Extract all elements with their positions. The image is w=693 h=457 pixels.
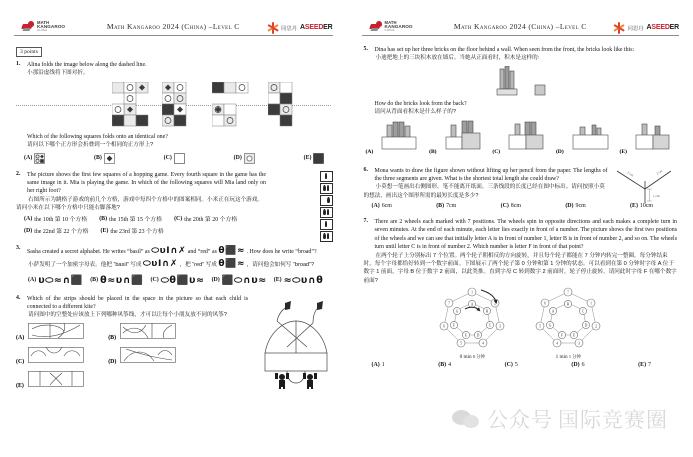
choice-d[interactable] xyxy=(556,119,614,158)
choice-d-label: (D) xyxy=(108,358,117,365)
front-view-bricks xyxy=(494,66,520,96)
svg-text:7: 7 xyxy=(567,290,570,295)
choice-b-label: (B) xyxy=(436,203,445,210)
problem-3-en xyxy=(27,245,317,258)
choice-c-strip xyxy=(28,347,84,363)
problem-5-cn: 小迪把地上的三块积木放在墙后。当她从正面看时，积木是这样的: xyxy=(375,55,540,62)
choice-e-label: (E) xyxy=(100,227,109,234)
choice-b[interactable] xyxy=(436,203,456,209)
choice-b-text: 4 xyxy=(448,362,452,369)
choice-d-label: (D) xyxy=(571,362,580,369)
problem-5-question-en: How do the bricks look from the back? xyxy=(374,100,467,107)
choice-c-label: (C) xyxy=(174,215,183,222)
svg-text:2: 2 xyxy=(595,324,598,329)
problem-3-number: 3. xyxy=(16,245,21,252)
svg-text:7: 7 xyxy=(448,301,451,306)
problem-7 xyxy=(364,218,678,368)
math-kangaroo-logo xyxy=(370,21,413,32)
svg-text:4: 4 xyxy=(556,341,559,346)
choice-d-label: (D) xyxy=(211,277,220,284)
points-badge: 3 points xyxy=(16,47,42,57)
choice-d-text: the 22nd 第 22 个方格 xyxy=(34,229,89,236)
hop-cell xyxy=(320,183,333,194)
problem-2-number: 2. xyxy=(16,170,21,177)
svg-text:A: A xyxy=(470,302,474,307)
choice-a[interactable] xyxy=(24,214,87,223)
choice-d[interactable] xyxy=(234,153,255,164)
choice-c-label: (C) xyxy=(492,148,501,155)
svg-text:1 cm: 1 cm xyxy=(653,193,660,198)
svg-text:C: C xyxy=(489,323,492,328)
choice-c-text: 8cm xyxy=(510,203,521,210)
svg-text:E: E xyxy=(573,333,576,338)
problem-5-front-view xyxy=(364,66,678,96)
problem-1-choices xyxy=(16,153,331,164)
problem-4 xyxy=(16,295,331,392)
choice-c-label: (C) xyxy=(500,203,509,210)
choice-c[interactable] xyxy=(505,362,518,368)
choice-b[interactable] xyxy=(99,214,162,223)
choice-d[interactable] xyxy=(212,275,267,286)
brand-er: ER xyxy=(323,24,333,31)
problem-6 xyxy=(364,167,678,210)
glyph-basil-cn: ⬭υI∩✗ xyxy=(143,259,178,270)
problem-5-number: 5. xyxy=(363,46,368,52)
problem-5-choices xyxy=(364,117,678,158)
glyph-basil: ⬭υI∩✗ xyxy=(151,246,187,257)
choice-c-label: (C) xyxy=(150,277,159,284)
choice-d-figure xyxy=(244,153,255,164)
problem-1-question-cn: 请问以下哪个正方形会折叠到一个相同的正方形上? xyxy=(27,142,154,149)
logo-line-2: KANGAROO xyxy=(37,23,66,29)
wheel-left-caption xyxy=(435,354,509,360)
choice-e-strip xyxy=(28,371,84,387)
problem-5-question-cn: 请问从背面看积木是什么样子的? xyxy=(374,109,456,116)
choice-e[interactable] xyxy=(638,362,651,368)
problem-2-cn: 右图所示为跳格子游戏的前几个方格，游戏中每四个方格中的图案相同。小米正在玩这个游戏。请问小米在以下哪个方格中只能右脚落地? xyxy=(16,196,263,212)
choice-b-figure xyxy=(104,153,115,164)
choice-a-label: (A) xyxy=(24,155,33,162)
problem-1-cn: 小那沿虚线将下图对折。 xyxy=(27,70,89,77)
problem-3-en-part-c: . How does he write “broad”? xyxy=(246,249,317,256)
svg-text:F: F xyxy=(453,323,456,328)
choice-a-text: 1 xyxy=(381,362,385,369)
choice-a-glyph: υ⬭≈∩⬛ xyxy=(38,274,84,286)
choice-b-label: (B) xyxy=(108,334,117,341)
figure-group-3 xyxy=(212,82,258,135)
wheel-right-group xyxy=(531,287,605,360)
glyph-red-cn: θ⬛≈ xyxy=(218,259,246,270)
problem-7-choices xyxy=(364,362,678,368)
choice-b-label: (B) xyxy=(99,215,108,222)
choice-d-label: (D) xyxy=(24,227,33,234)
hop-cell xyxy=(320,219,333,230)
choice-a[interactable] xyxy=(372,203,392,209)
problem-6-cn: 小莫想一笔画出右侧图形，笔不能离开纸面。三条线段的长度已经在图中标出。请问按照小莫的想法，画出这个图形所需的最短长度是多少? xyxy=(363,184,605,199)
figure-group-4 xyxy=(268,82,310,135)
problem-1-en: Alina folds the image below along the dashed line. xyxy=(27,62,147,68)
choice-e-text: 7 xyxy=(648,362,651,369)
partner-brand xyxy=(300,24,332,31)
choice-b-strip xyxy=(120,323,176,339)
choice-a[interactable] xyxy=(24,153,45,164)
wheel-left-caption-cn: 0 分钟 xyxy=(472,354,485,360)
problem-7-cn: 在两个轮子上分别标出 7 个位置。两个轮子朝相反的方向旋转，并且每个轮子都能在 7 分钟内转完一整圈。每分钟结束时，每个字母都恰好转到一个数字前面。下图展示了两个轮子第 0 分钟和第 1 分钟的状态。可以看到在第 0 分钟时字母 A 位于数字 1 前面，字母 B 位于数字 2 前面，以此类推。直到字母 C 转到数字 2 前面时，轮子停止旋转，请问此时字母 F 在哪个数字前面? xyxy=(363,252,677,284)
choice-a-figure xyxy=(377,119,423,153)
problem-3-en-part-b: and “red” as xyxy=(187,249,217,256)
problem-4-cn: 请问图中的空整处应该放上下列哪种风筝线，才可以让每个小朋友放不同的风筝? xyxy=(28,312,227,319)
choice-a-label: (A) xyxy=(365,148,374,155)
figure-group-1 xyxy=(112,82,154,135)
svg-text:1: 1 xyxy=(471,290,474,295)
choice-a-label: (A) xyxy=(24,215,33,222)
svg-text:4: 4 xyxy=(482,341,485,346)
right-content xyxy=(348,36,693,368)
choice-b[interactable] xyxy=(90,275,143,286)
svg-text:6: 6 xyxy=(443,324,446,329)
problem-2-en: The picture shows the first few squares of a hopping game. Every fourth square in the game has the same image in it. Mia is playing the game. In which of the following squares will Mia land only on her right foot? xyxy=(27,171,266,195)
problem-2-choices-row1 xyxy=(16,214,266,223)
hop-cell xyxy=(320,231,333,242)
wheel-left-figure xyxy=(435,287,509,349)
choice-a-label: (A) xyxy=(371,203,380,210)
problem-3-en-part-a: Sasha created a secret alphabet. He writes “basil” as xyxy=(27,249,150,256)
svg-text:F: F xyxy=(561,333,564,338)
choice-a-label: (A) xyxy=(16,334,25,341)
choice-e-label: (E) xyxy=(619,148,627,155)
problem-5 xyxy=(364,46,678,158)
choice-a-figure xyxy=(34,153,45,164)
problem-4-en: Which of the strips should be placed in the space in the picture so that each child is connected to a different kite? xyxy=(27,295,248,311)
choice-b-label: (B) xyxy=(429,148,437,155)
kangaroo-icon xyxy=(370,21,383,32)
wheel-right-caption-en: 1 min xyxy=(555,354,568,361)
choice-c-figure xyxy=(504,119,550,153)
problem-4-number: 4. xyxy=(16,294,21,301)
choice-c-label: (C) xyxy=(504,362,513,369)
svg-text:2: 2 xyxy=(494,301,497,306)
choice-a-label: (A) xyxy=(28,277,37,284)
star-icon xyxy=(267,22,278,33)
partner-brand xyxy=(647,24,679,31)
logo-line-3: CHINA xyxy=(37,28,48,33)
choice-b-figure xyxy=(441,119,487,153)
problem-3-cn-part-a: 小萨发明了一个加密字母表。他把 “basil” 写成 xyxy=(28,262,142,269)
partner-cn-name: 同思丹 xyxy=(281,25,298,32)
problem-3 xyxy=(16,245,331,285)
brand-a: A xyxy=(646,24,652,31)
problem-2 xyxy=(16,171,331,236)
problem-1-figure xyxy=(16,80,331,132)
choice-e[interactable] xyxy=(16,371,84,392)
choice-a[interactable] xyxy=(372,362,385,368)
brand-seed: SEED xyxy=(651,24,670,31)
problem-4-kite-figure xyxy=(257,297,335,394)
problem-2-choices-row2 xyxy=(16,226,266,235)
svg-text:5: 5 xyxy=(539,324,542,329)
svg-text:D: D xyxy=(584,323,588,328)
choice-c-label: (C) xyxy=(16,358,25,365)
choice-c[interactable] xyxy=(151,275,205,286)
choice-c[interactable] xyxy=(16,347,84,368)
wheel-right-figure xyxy=(531,287,605,349)
choice-e-label: (E) xyxy=(16,382,24,389)
problem-5-en: Dina has set up her three bricks on the floor behind a wall. When seen from the front, the bricks look like this: xyxy=(374,47,635,53)
choice-d-figure xyxy=(568,119,614,153)
svg-text:E: E xyxy=(465,333,468,338)
choice-d[interactable] xyxy=(565,203,585,209)
svg-text:3: 3 xyxy=(499,324,502,329)
choice-e-label: (E) xyxy=(630,203,638,210)
choice-a-text: 6cm xyxy=(381,203,392,210)
wheel-right-caption xyxy=(531,354,605,360)
choice-b-label: (B) xyxy=(90,277,99,284)
choice-e-glyph: ≈⬭υ∩θ xyxy=(283,274,324,286)
problem-6-figure xyxy=(611,167,677,212)
logo-line-2: KANGAROO xyxy=(384,23,413,29)
problem-6-number: 6. xyxy=(363,166,368,173)
choice-column-left xyxy=(16,323,84,392)
choice-c[interactable] xyxy=(501,203,521,209)
choice-c[interactable] xyxy=(164,153,185,164)
svg-text:5: 5 xyxy=(460,341,463,346)
choice-b-label: (B) xyxy=(438,362,447,369)
watermark-prefix: 公众号 xyxy=(487,408,553,432)
page-header-left xyxy=(0,0,347,34)
math-kangaroo-logo xyxy=(22,21,65,32)
svg-text:2 cm: 2 cm xyxy=(655,168,664,176)
figure-group-2 xyxy=(162,82,204,135)
hop-cell xyxy=(320,207,333,218)
choice-d-label: (D) xyxy=(233,155,242,162)
problem-3-cn-part-c: ，请问他会如何写 “broad”? xyxy=(246,262,315,269)
problem-3-choices xyxy=(16,275,331,286)
choice-e-figure xyxy=(313,153,324,164)
svg-text:D: D xyxy=(476,333,480,338)
front-view-small xyxy=(534,84,546,96)
choice-c-text: 5 xyxy=(514,362,518,369)
logo-line-1: MATH xyxy=(384,19,397,25)
choice-e-text: the 23rd 第 23 个方格 xyxy=(110,229,164,236)
choice-e-figure xyxy=(631,119,675,153)
watermark-name: 国际竞赛圈 xyxy=(558,408,668,432)
aseeder-logo xyxy=(614,22,679,33)
choice-c[interactable] xyxy=(492,119,550,158)
choice-e-label: (E) xyxy=(273,277,282,284)
svg-text:G: G xyxy=(455,309,459,314)
problem-7-wheels xyxy=(364,287,678,360)
svg-text:6: 6 xyxy=(544,301,547,306)
choice-e[interactable] xyxy=(620,119,675,158)
choice-a[interactable] xyxy=(28,275,83,286)
logo-line-3: CHINA xyxy=(384,28,395,33)
svg-text:B: B xyxy=(567,302,570,307)
choice-d-label: (D) xyxy=(565,203,574,210)
wheel-left-group xyxy=(435,287,509,360)
choice-c-glyph: ⬭θ⬛υ≈ xyxy=(160,274,205,286)
svg-text:A: A xyxy=(551,309,555,314)
choice-a-strip xyxy=(28,323,84,339)
choice-d-glyph: ⬛⬭∩υ≈ xyxy=(221,274,267,286)
choice-d-text: 6 xyxy=(581,362,585,369)
choice-b[interactable] xyxy=(108,323,176,344)
choice-a-text: the 10th 第 10 个方格 xyxy=(34,217,88,224)
svg-text:3: 3 xyxy=(578,341,581,346)
choice-d[interactable] xyxy=(571,362,584,368)
choice-b[interactable] xyxy=(429,119,486,158)
wheel-right-caption-cn: 1 分钟 xyxy=(568,354,581,360)
brand-seed: SEED xyxy=(304,24,324,31)
problem-3-cn xyxy=(16,258,331,272)
choice-e-label: (E) xyxy=(303,155,312,162)
hop-cell xyxy=(320,171,333,182)
page-header-right xyxy=(348,0,693,34)
choice-e[interactable] xyxy=(274,275,324,286)
brand-a: A xyxy=(300,24,305,31)
kangaroo-icon xyxy=(22,21,35,32)
choice-b[interactable] xyxy=(94,153,115,164)
problem-3-cn-part-b: ，把 “red” 写成 xyxy=(179,262,217,269)
svg-text:2 cm: 2 cm xyxy=(626,169,635,177)
choice-b-label: (B) xyxy=(93,155,102,162)
choice-d-text: 9cm xyxy=(575,203,586,210)
choice-e[interactable] xyxy=(101,226,164,235)
problem-6-en: Mona wants to draw the figure shown without lifting up her pencil from the paper. The lengths of the three segments are given. What is the shortest total length she could draw? xyxy=(374,167,608,182)
choice-b-text: 7cm xyxy=(446,203,457,210)
choice-d[interactable] xyxy=(24,226,89,235)
logo-line-1: MATH xyxy=(37,19,50,25)
problem-1-question-en: Which of the following squares folds onto an identical one? xyxy=(27,133,168,140)
choice-c[interactable] xyxy=(174,214,237,223)
hop-cell xyxy=(320,195,333,206)
glyph-red: θ⬛≈ xyxy=(218,246,246,257)
choice-c-label: (C) xyxy=(163,155,172,162)
choice-e[interactable] xyxy=(304,153,325,164)
choice-b[interactable] xyxy=(438,362,451,368)
choice-c-figure xyxy=(174,153,185,164)
choice-column-right xyxy=(108,323,176,392)
choice-a[interactable] xyxy=(366,119,424,158)
choice-e-text: 10cm xyxy=(639,203,653,210)
star-icon xyxy=(614,22,625,33)
wheel-left-caption-en: 0 min xyxy=(459,354,472,361)
problem-7-number: 7. xyxy=(363,218,368,225)
choice-e-label: (E) xyxy=(638,362,647,369)
choice-d-strip xyxy=(120,347,176,363)
problem-1-number: 1. xyxy=(16,61,21,67)
choice-d-label: (D) xyxy=(555,148,564,155)
choice-b-text: the 15th 第 15 个方格 xyxy=(109,217,163,224)
problem-7-en: There are 2 wheels each marked with 7 positions. The wheels spin in opposite directions and each makes a complete turn in seven minutes. At the end of each minute, each letter lies exactly in front of a number. The picture shows the first two positions of the wheels and we can see that initially letter A is in front of number 1, letter B is in front of number 2, and so on. The wheels turn until letter C is in front of number 2. Which number is letter F in front of that point? xyxy=(374,219,677,251)
svg-text:1: 1 xyxy=(590,301,593,306)
brand-er: ER xyxy=(669,24,679,31)
choice-d[interactable] xyxy=(108,347,176,368)
choice-a[interactable] xyxy=(16,323,84,344)
svg-text:C: C xyxy=(582,309,585,314)
aseeder-logo xyxy=(267,22,332,33)
header-title: Math Kangaroo 2024 (China) –Level C xyxy=(106,22,240,31)
choice-a-label: (A) xyxy=(371,362,380,369)
partner-cn-name: 同思丹 xyxy=(627,25,644,32)
svg-text:B: B xyxy=(486,309,489,314)
choice-c-text: the 20th 第 20 个方格 xyxy=(184,217,238,224)
header-title: Math Kangaroo 2024 (China) –Level C xyxy=(453,22,587,31)
left-content xyxy=(0,36,347,392)
problem-1 xyxy=(16,61,331,164)
svg-text:G: G xyxy=(548,323,552,328)
right-page xyxy=(347,0,693,457)
choice-b-glyph: θ≈υ∩⬛ xyxy=(100,274,144,286)
problem-2-hopscotch-figure xyxy=(320,171,333,242)
